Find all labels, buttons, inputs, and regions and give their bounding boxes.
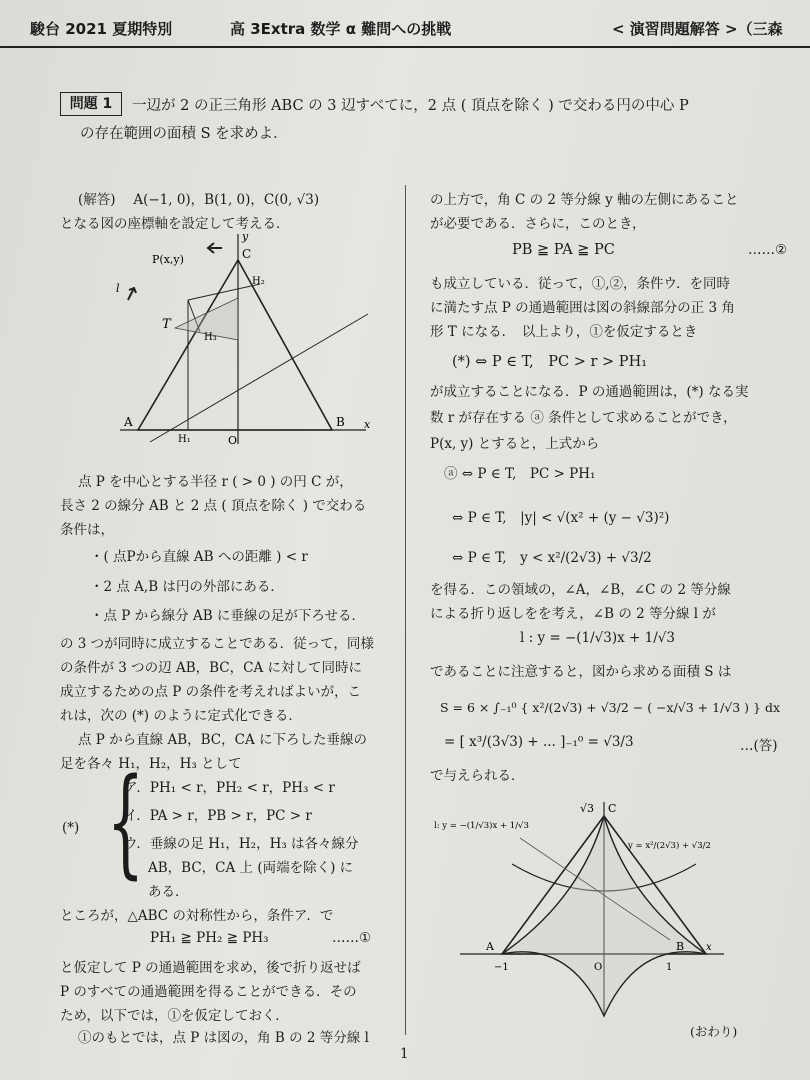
solution-intro-2: となる図の座標軸を設定して考える． [60, 216, 290, 232]
left-p2-b: の条件が 3 つの辺 AB，BC，CA に対して同時に [60, 660, 363, 676]
condition-brace: { [106, 752, 145, 890]
fig1-arrow-l [128, 288, 136, 300]
figure-1 [110, 228, 380, 446]
right-line-12: で与えられる． [430, 768, 525, 784]
equation-2-number: ……② [748, 242, 788, 258]
fig2-label-a: A [486, 940, 494, 953]
header-center: 高 3Extra 数学 α 難問への挑戦 [230, 20, 452, 38]
left-p3-b: 足を各々 H₁，H₂，H₃ として [60, 756, 242, 772]
fig2-label-b: B [676, 940, 685, 953]
right-line-8: P(x, y) とすると，上式から [430, 436, 600, 452]
page-header [0, 10, 810, 44]
fig1-label-h3: H₃ [204, 332, 217, 343]
fig1-triangle [138, 260, 332, 430]
column-divider [405, 185, 406, 1035]
right-line-2: が必要である．さらに，このとき， [430, 216, 646, 232]
left-p6: ①のもとでは，点 P は図の，角 B の 2 等分線 l [78, 1030, 369, 1046]
condition-u-3: ある． [148, 884, 189, 900]
right-line-3: も成立している．従って，①,②，条件ウ．を同時 [430, 276, 730, 292]
equation-1-number: ……① [332, 930, 372, 946]
page-number: 1 [400, 1046, 409, 1062]
fig1-label-h1: H₁ [178, 434, 191, 445]
fig1-label-a: A [124, 415, 133, 429]
header-rule [0, 46, 810, 48]
left-p3-a: 点 P から直線 AB，BC，CA に下ろした垂線の [78, 732, 367, 748]
equation-6: ⇔ P ∈ T, y < x²/(2√3) + √3/2 [452, 550, 652, 566]
left-p5-b: P のすべての通過範囲を得ることができる．その [60, 984, 357, 1000]
fig1-label-l: l [116, 282, 120, 295]
condition-a: ア．PH₁ < r，PH₂ < r，PH₃ < r [124, 780, 335, 796]
fig2-label-sqrt3: √3 [580, 802, 595, 815]
fig1-perp-h2 [188, 284, 260, 300]
fig1-arrow [208, 243, 222, 253]
fig1-label-t: T [162, 317, 171, 332]
fig2-label-o: O [594, 962, 603, 973]
equation-8: S = 6 × ∫₋₁⁰ { x²/(2√3) + √3/2 − ( −x/√3 + 1/√3 ) } dx [440, 700, 781, 715]
fig2-label-minus1: −1 [494, 962, 509, 973]
right-line-5: 形 T になる． 以上より，①を仮定するとき [430, 324, 698, 340]
fig2-label-c: C [608, 802, 617, 815]
left-bullet-3: ・点 P から線分 AB に垂線の足が下ろせる． [90, 608, 366, 624]
right-line-4: に満たす点 P の通過範囲は図の斜線部分の正 3 角 [430, 300, 735, 316]
fig1-label-c: C [242, 247, 252, 261]
right-line-7: 数 r が存在する ⓐ 条件として求めることができ， [430, 410, 737, 426]
problem-line-1: 一辺が 2 の正三角形 ABC の 3 辺すべてに，2 点 ( 頂点を除く ) で交わる円の中心 P [132, 98, 689, 114]
left-p2-a: の 3 つが同時に成立することである．従って，同様 [60, 636, 374, 652]
equation-9: = [ x³/(3√3) + ... ]₋₁⁰ = √3/3 [444, 734, 634, 750]
left-p5-c: ため，以下では，①を仮定しておく． [60, 1008, 289, 1024]
equation-1: PH₁ ≧ PH₂ ≧ PH₃ [150, 930, 269, 946]
right-line-9: を得る．この領域の，∠A，∠B，∠C の 2 等分線 [430, 582, 731, 598]
problem-label: 問題 1 [60, 92, 122, 116]
right-line-10: による折り返しをを考え，∠B の 2 等分線 l が [430, 606, 716, 622]
fig1-label-p: P(x,y) [152, 253, 184, 266]
equation-9-answer: …(答) [740, 738, 778, 754]
header-left: 駿台 2021 夏期特別 [30, 20, 173, 38]
fig2-label-l: l: y = −(1/√3)x + 1/√3 [434, 821, 529, 831]
equation-5: ⇔ P ∈ T, |y| < √(x² + (y − √3)²) [452, 510, 670, 526]
equation-4: ⓐ ⇔ P ∈ T, PC > PH₁ [444, 466, 596, 482]
equation-3: (*) ⇔ P ∈ T, PC > r > PH₁ [452, 354, 648, 370]
left-p4: ところが，△ABC の対称性から，条件ア．で [60, 908, 334, 924]
right-line-6: が成立することになる．P の通過範囲は，(*) なる実 [430, 384, 749, 400]
header-right: < 演習問題解答 >（三森 [612, 20, 783, 38]
condition-star-label: (*) [62, 820, 80, 836]
equation-7: l : y = −(1/√3)x + 1/√3 [520, 630, 675, 646]
right-line-1: の上方で，角 C の 2 等分線 y 軸の左側にあること [430, 192, 739, 208]
condition-u-2: AB，BC，CA 上 (両端を除く) に [148, 860, 354, 876]
fig1-label-o: O [228, 434, 238, 446]
fig1-label-y: y [242, 230, 249, 243]
left-p1-b: 長さ 2 の線分 AB と 2 点 ( 頂点を除く ) で交わる [60, 498, 367, 514]
figure-2 [430, 790, 730, 1022]
left-p1-a: 点 P を中心とする半径 r ( > 0 ) の円 C が， [78, 474, 353, 490]
end-mark: (おわり) [690, 1024, 738, 1039]
fig1-label-x: x [364, 418, 371, 431]
equation-2: PB ≧ PA ≧ PC [512, 242, 615, 258]
fig2-label-x: x [706, 942, 712, 953]
left-p5-a: と仮定して P の通過範囲を求め，後で折り返せば [60, 960, 361, 976]
condition-u-1: ウ．垂線の足 H₁，H₂，H₃ は各々線分 [124, 836, 359, 852]
left-p2-c: 成立するための点 P の条件を考えればよいが，こ [60, 684, 362, 700]
left-p1-c: 条件は， [60, 522, 114, 538]
solution-intro-1: (解答) A(−1, 0)，B(1, 0)，C(0, √3) [78, 192, 320, 208]
fig2-label-one: 1 [666, 962, 673, 973]
condition-i: イ．PA > r，PB > r，PC > r [124, 808, 312, 824]
right-line-11: であることに注意すると，図から求める面積 S は [430, 664, 732, 680]
fig1-label-b: B [336, 415, 345, 429]
left-bullet-2: ・2 点 A,B は円の外部にある． [90, 579, 284, 595]
fig2-label-parabola: y = x²/(2√3) + √3/2 [628, 841, 711, 851]
problem-line-2: の存在範囲の面積 S を求めよ． [80, 126, 288, 142]
left-bullet-1: ・( 点Pから直線 AB への距離 ) < r [90, 549, 308, 565]
fig1-label-h2: H₂ [252, 276, 265, 287]
left-p2-d: れは，次の (*) のように定式化できる． [60, 708, 302, 724]
